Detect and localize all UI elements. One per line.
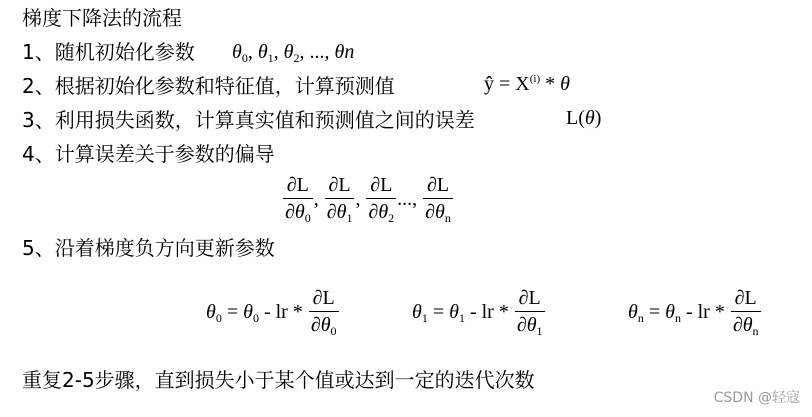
step-2-text: 2、根据初始化参数和特征值，计算预测值 (22, 74, 395, 98)
step-3-text: 3、利用损失函数，计算真实值和预测值之间的误差 (22, 108, 475, 132)
step-2-prediction-formula: ŷ = $X^{(i)}$ * θ (484, 73, 570, 95)
step-5-text: 5、沿着梯度负方向更新参数 (22, 236, 275, 260)
step-4-partial-derivatives: $\frac{\partial L}{\partial\theta_0}$ , $\frac{\partial L}{\partial\theta_1}$ , $\frac{\partial L}{\partial\theta_2}$ ..., $\frac{\partial L}{\partial\theta_n}$ (285, 174, 451, 225)
partial-fraction-2: $\frac{\partial L}{\partial\theta_2}$ (368, 174, 395, 225)
step-1-text: 1、随机初始化参数 (22, 40, 195, 64)
partial-fraction-0: $\frac{\partial L}{\partial\theta_0}$ (285, 174, 311, 225)
page-title: 梯度下降法的流程 (22, 6, 182, 30)
repeat-instruction: 重复2-5步骤，直到损失小于某个值或达到一定的迭代次数 (22, 368, 535, 392)
partial-fraction-1: $\frac{\partial L}{\partial\theta_1}$ (326, 174, 353, 225)
update-formula-theta-1: $\theta_1 = \theta_1$ - lr * $\frac{\partial L}{\partial\theta_1}$ (412, 287, 543, 338)
partial-fraction-n: $\frac{\partial L}{\partial\theta_n}$ (425, 174, 451, 225)
csdn-watermark: CSDN @轻寇 (713, 390, 800, 406)
step-1-parameters-formula: $\theta_0$, $\theta_1$, $\theta_2$, ..., θn (232, 41, 355, 65)
update-formula-theta-n: $\theta_n = \theta_n$ - lr * $\frac{\partial L}{\partial\theta_n}$ (628, 287, 759, 338)
step-4-text: 4、计算误差关于参数的偏导 (22, 142, 275, 166)
update-formula-theta-0: $\theta_0 = \theta_0$ - lr * $\frac{\partial L}{\partial\theta_0}$ (206, 287, 337, 338)
step-3-loss-formula: L(θ) (566, 107, 602, 129)
